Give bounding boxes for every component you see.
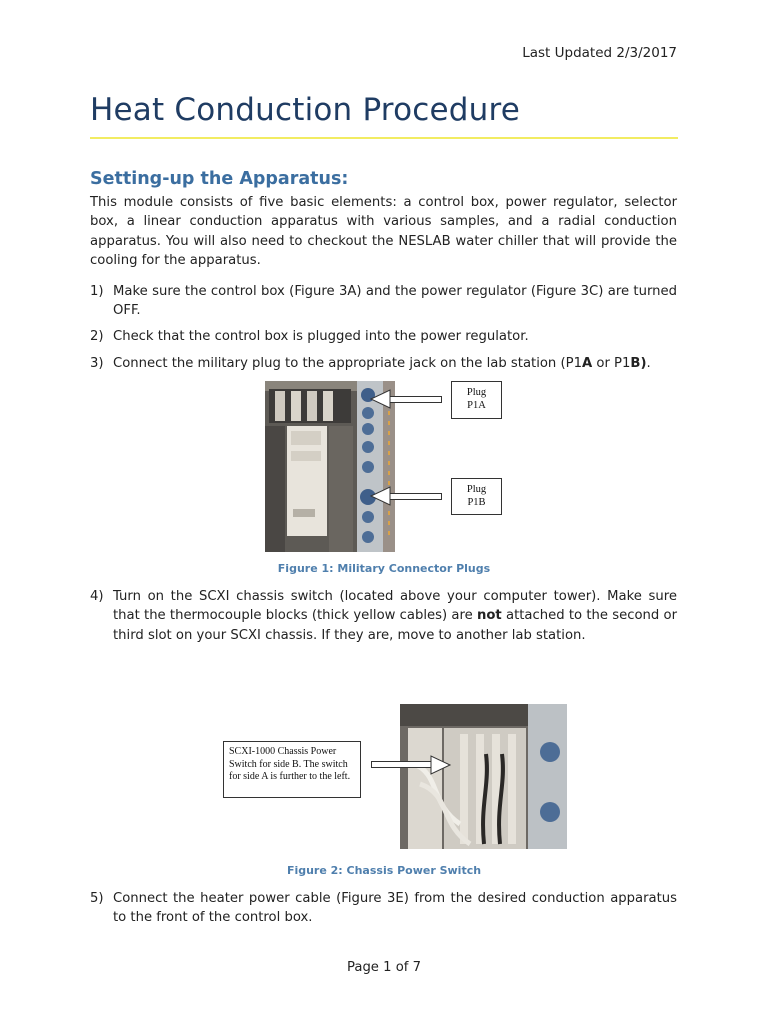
arrow-head-icon <box>369 485 391 507</box>
page-number: Page 1 of 7 <box>347 960 421 975</box>
arrow-to-p1a <box>385 396 442 403</box>
page-title: Heat Conduction Procedure <box>90 92 521 128</box>
step-text: Check that the control box is plugged into the power regulator. <box>113 329 529 344</box>
arrow-head-icon <box>430 754 452 776</box>
step-number: 4) <box>90 589 104 604</box>
step-number: 5) <box>90 891 104 906</box>
section-heading: Setting-up the Apparatus: <box>90 169 349 189</box>
chassis-power-switch-photo <box>400 704 567 849</box>
title-underline <box>90 137 678 139</box>
step-text: Make sure the control box (Figure 3A) and the power regulator (Figure 3C) are turned OFF. <box>113 284 677 319</box>
intro-paragraph: This module consists of five basic elements: a control box, power regulator, selector box, a linear conduction apparatus with various samples, and a radial conduction apparatus. You will also need to checkout the NESLAB water chiller that will provide the cooling for the apparatus. <box>90 195 677 268</box>
step-text: Turn on the SCXI chassis switch (located above your computer tower). Make sure that the thermocouple blocks (thick yellow cables) are not attached to the second or third slot on your SCXI chassis. If they are, move to another lab station. <box>113 589 677 643</box>
step-text: Connect the military plug to the appropriate jack on the lab station (P1A or P1B). <box>113 356 651 371</box>
step-2 <box>90 327 677 346</box>
arrow-to-switch <box>371 761 433 768</box>
step-3 <box>90 354 677 373</box>
arrow-to-p1b <box>385 493 442 500</box>
step-4 <box>90 587 677 645</box>
last-updated-date: Last Updated 2/3/2017 <box>522 45 677 61</box>
step-text: Connect the heater power cable (Figure 3E) from the desired conduction apparatus to the front of the control box. <box>113 891 677 926</box>
step-number: 1) <box>90 284 104 299</box>
step-number: 2) <box>90 329 104 344</box>
plug-p1b-label: Plug P1B <box>451 478 502 515</box>
plug-p1a-label: Plug P1A <box>451 381 502 419</box>
step-5 <box>90 889 677 928</box>
figure-2-caption: Figure 2: Chassis Power Switch <box>286 864 482 877</box>
step-number: 3) <box>90 356 104 371</box>
figure-1-caption: Figure 1: Military Connector Plugs <box>277 562 491 575</box>
chassis-switch-label: SCXI-1000 Chassis Power Switch for side B. The switch for side A is further to the left. <box>223 741 361 798</box>
step-1 <box>90 282 677 321</box>
arrow-head-icon <box>369 388 391 410</box>
